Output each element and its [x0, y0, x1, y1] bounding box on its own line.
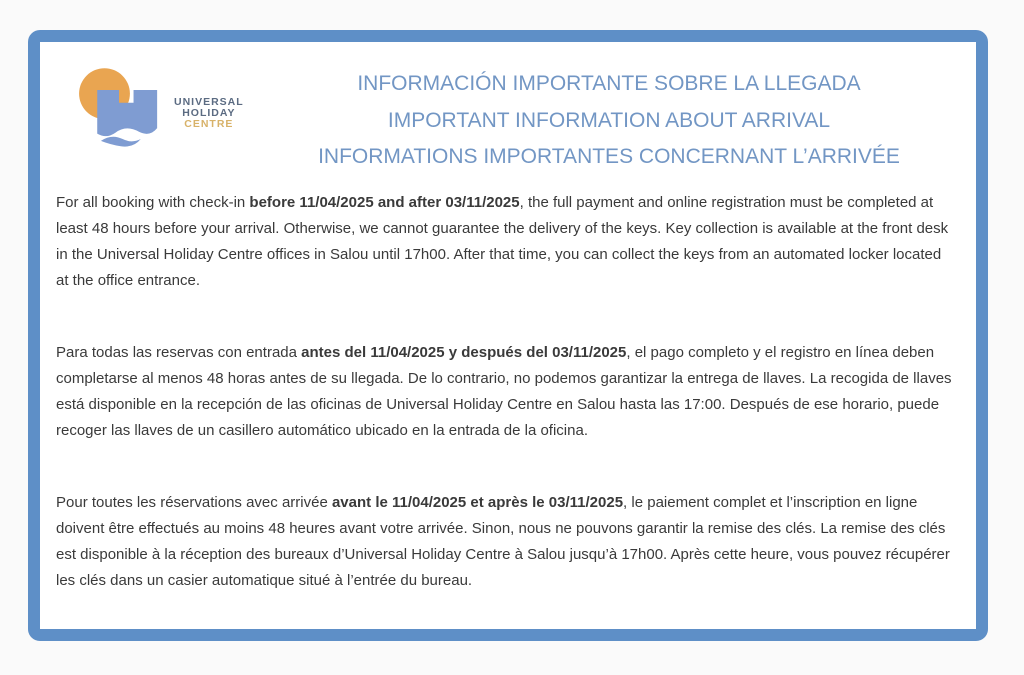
heading-line: IMPORTANT INFORMATION ABOUT ARRIVAL — [387, 108, 831, 132]
logo-text-line: CENTRE — [184, 117, 234, 130]
document-header — [40, 42, 976, 178]
logo-text-line: HOLIDAY — [182, 106, 236, 119]
heading-line: INFORMATIONS IMPORTANTES CONCERNANT L’ARRIVÉE — [318, 145, 900, 168]
paragraph-bold-segment: before 11/04/2025 and after 03/11/2025 — [249, 194, 520, 211]
logo-text — [174, 97, 244, 130]
document-frame — [28, 30, 988, 641]
paragraph-segment: , el pago completo y el registro en línea deben completarse al menos 48 horas antes de su llegada. De lo contrario, no podemos garantizar la entrega de llaves. La recogida de llaves está disponible en la recepción de las oficinas de Universal Holiday Centre en Salou hasta las 17:00. Después de ese horario, puede recoger las llaves de un casillero automático ubicado en la entrada de la oficina. — [56, 344, 952, 439]
paragraph-segment: Para todas las reservas con entrada — [56, 344, 302, 361]
universal-holiday-centre-logo — [70, 60, 266, 156]
heading-line: INFORMACIÓN IMPORTANTE SOBRE LA LLEGADA — [357, 72, 861, 95]
paragraphs — [40, 178, 976, 594]
paragraph-bold-segment: antes del 11/04/2025 y después del 03/11/2025 — [301, 344, 627, 361]
paragraph-segment: , le paiement complet et l’inscription en ligne doivent être effectués au moins 48 heures avant votre arrivée. Sinon, nous ne pouvons garantir la remise des clés. La remise des clés est disponible à la réception des bureaux d’Universal Holiday Centre à Salou jusqu’à 17h00. Après cette heure, vous pouvez récupérer les clés dans un casier automatique situé à l’entrée du bureau. — [56, 494, 950, 589]
paragraph-segment: , the full payment and online registration must be completed at least 48 hours before your arrival. Otherwise, we cannot guarantee the delivery of the keys. Key collection is available at the front desk in the Universal Holiday Centre offices in Salou until 17h00. After that time, you can collect the keys from an automated locker located at the office entrance. — [56, 194, 949, 289]
paragraph-bold-segment: avant le 11/04/2025 et après le 03/11/2025 — [331, 494, 624, 511]
paragraph-segment: For all booking with check-in — [56, 194, 250, 211]
logo-text-line: UNIVERSAL — [174, 95, 244, 108]
paragraph-spanish — [56, 340, 954, 444]
paragraph-english — [56, 190, 954, 294]
logo-icon — [70, 64, 188, 156]
wave-icon — [101, 137, 141, 147]
heading — [266, 60, 952, 176]
paragraph-french — [56, 490, 954, 594]
paragraph-segment: Pour toutes les réservations avec arrivée — [56, 494, 332, 511]
